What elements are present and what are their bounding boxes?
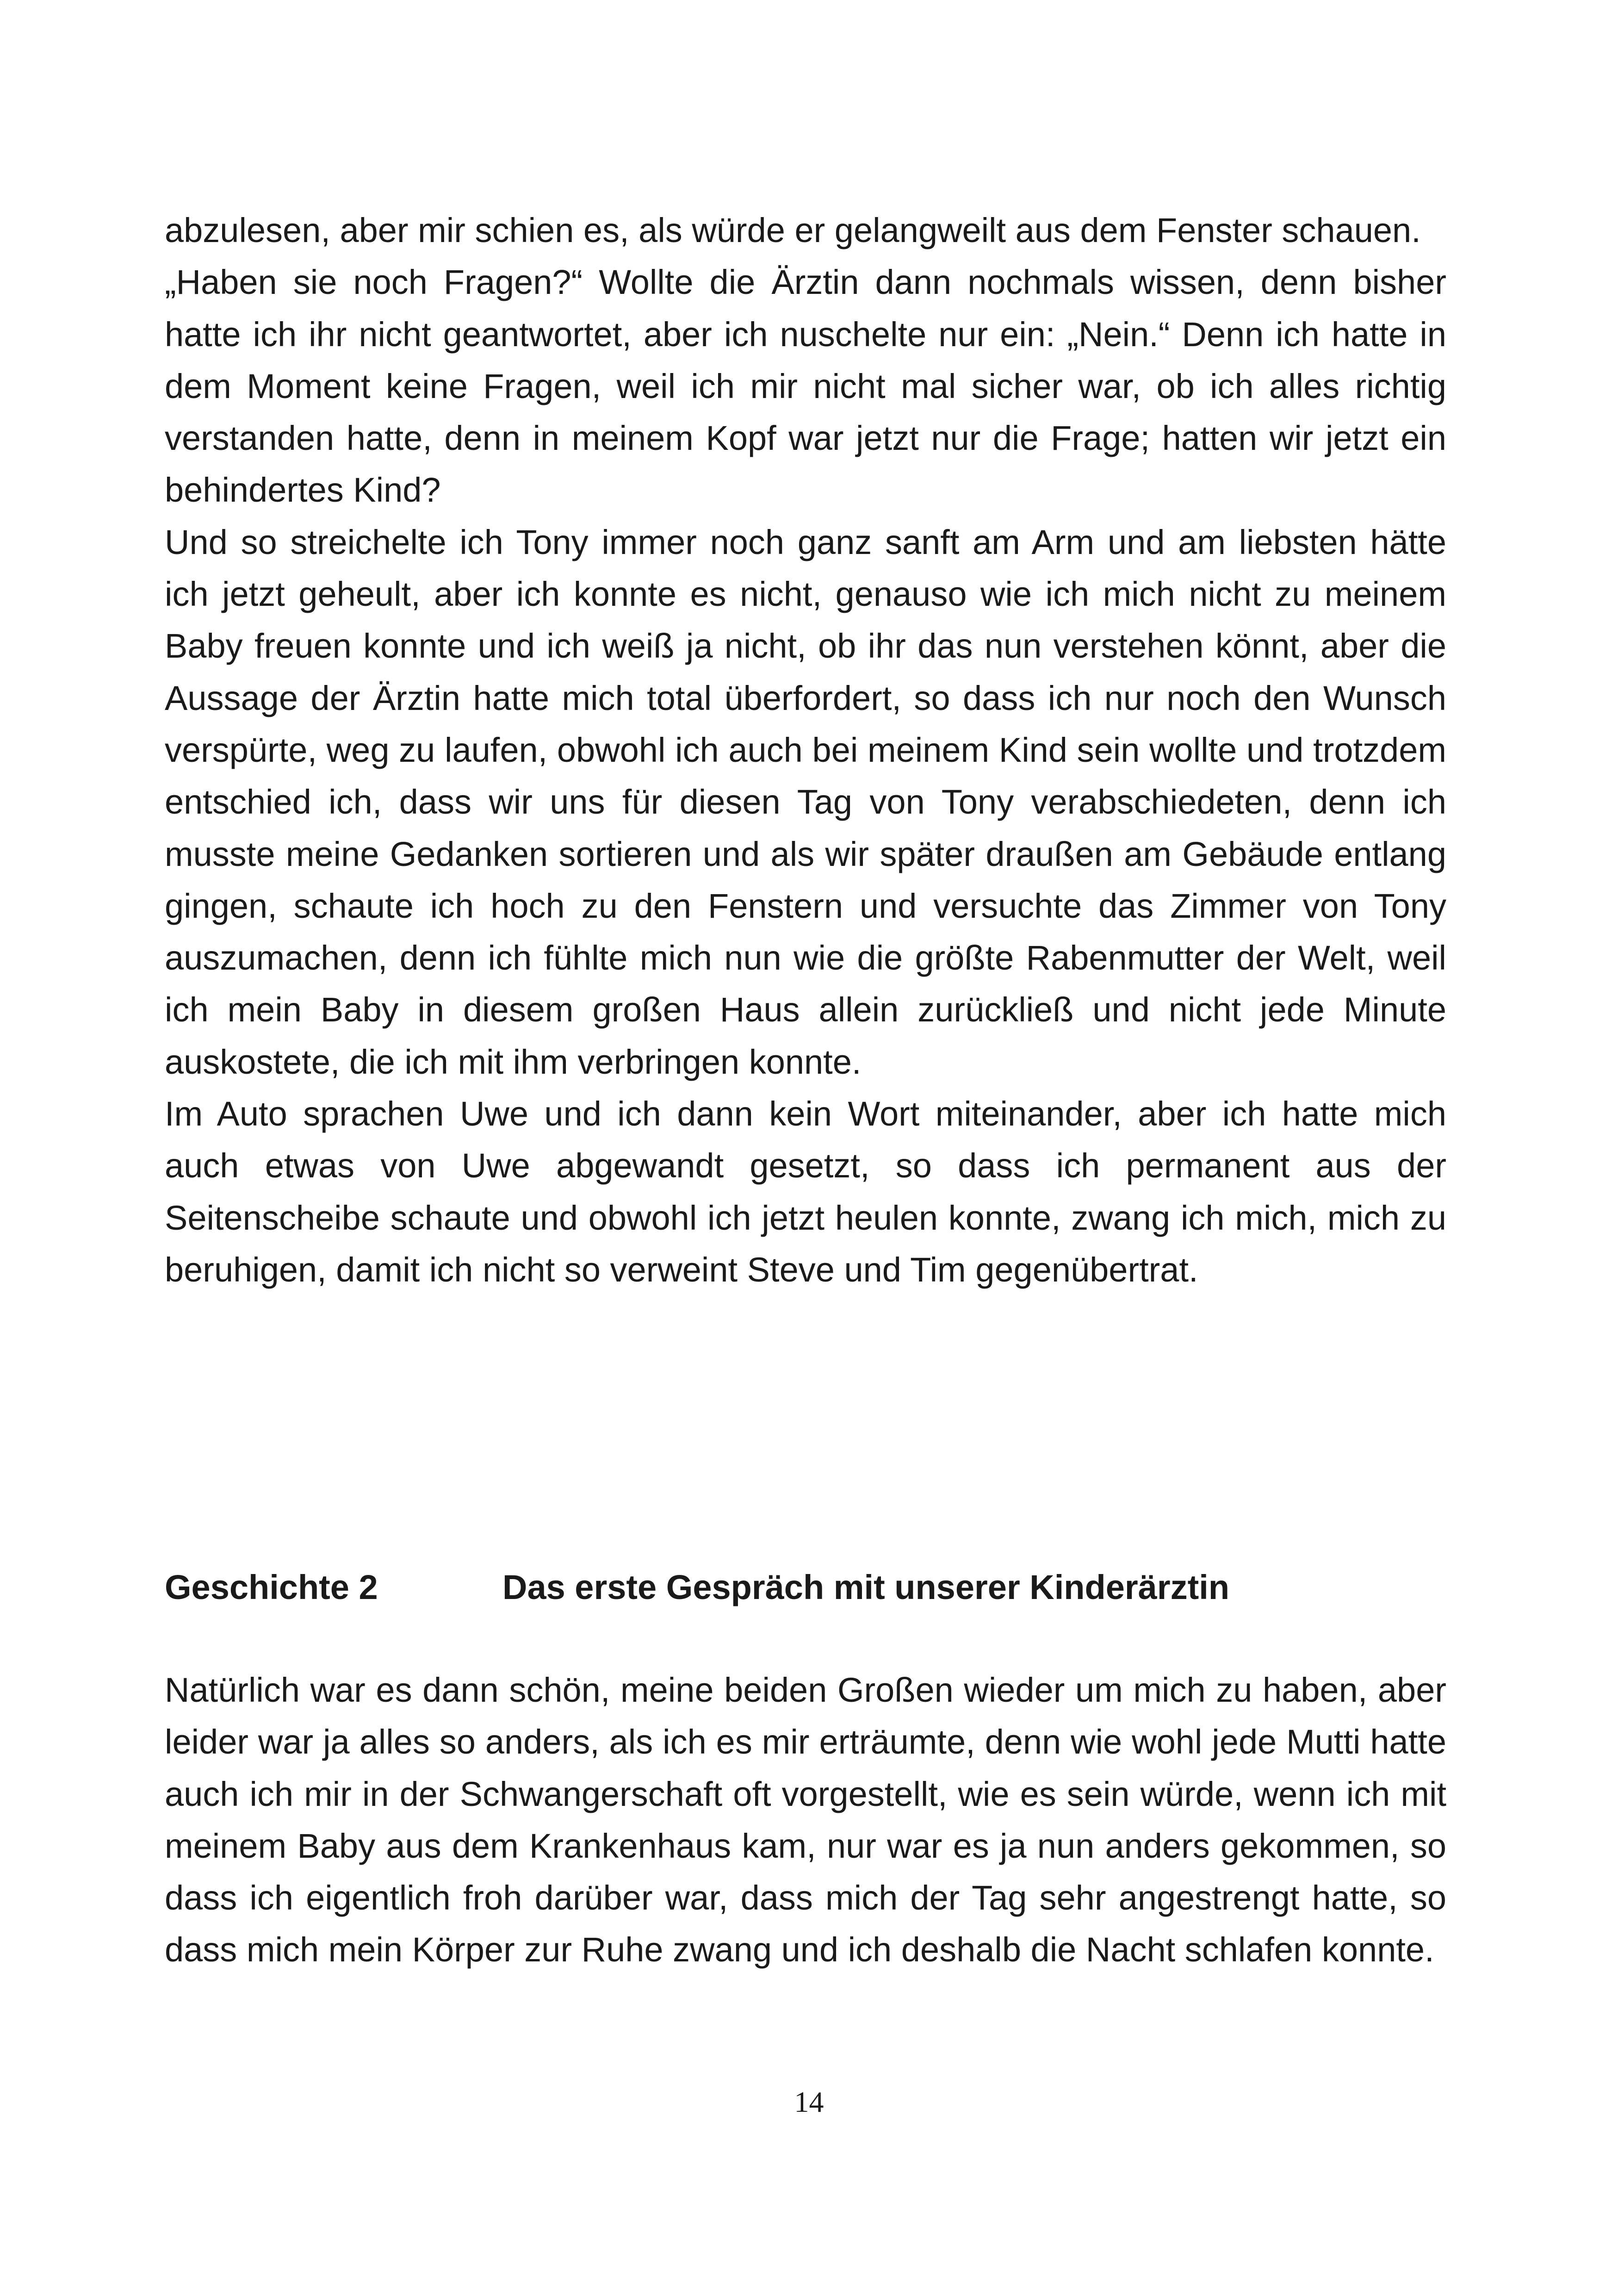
paragraph: Im Auto sprachen Uwe und ich dann kein Wort miteinander, aber ich hatte mich auch etwas von Uwe abgewandt gesetzt, so dass ich permanent aus der Seitenscheibe schaute und obwohl ich jetzt heulen konnte, zwang ich mich, mich zu beruhigen, damit ich nicht so verweint Steve und Tim gegenübertrat. xyxy=(165,1095,1446,1289)
paragraph: abzulesen, aber mir schien es, als würde er gelangweilt aus dem Fenster schauen. xyxy=(165,211,1421,249)
body-text-bottom xyxy=(165,1664,1446,1976)
page-number: 14 xyxy=(794,2085,824,2118)
paragraph: Natürlich war es dann schön, meine beiden Großen wieder um mich zu haben, aber leider war ja alles so anders, als ich es mir erträumte, denn wie wohl jede Mutti hatte auch ich mir in der Schwangerschaft oft vorgestellt, wie es sein würde, wenn ich mit meinem Baby aus dem Krankenhaus kam, nur war es ja nun anders gekommen, so dass ich eigentlich froh darüber war, dass mich der Tag sehr angestrengt hatte, so dass mich mein Körper zur Ruhe zwang und ich deshalb die Nacht schlafen konnte. xyxy=(165,1671,1446,1969)
body-text-top xyxy=(165,205,1446,1296)
chapter-number: Geschichte 2 xyxy=(165,1568,378,1606)
paragraph: Und so streichelte ich Tony immer noch ganz sanft am Arm und am liebsten hätte ich jetzt geheult, aber ich konnte es nicht, genauso wie ich mich nicht zu meinem Baby freuen konnte und ich weiß ja nicht, ob ihr das nun verstehen könnt, aber die Aussage der Ärztin hatte mich total überfordert, so dass ich nur noch den Wunsch verspürte, weg zu laufen, obwohl ich auch bei meinem Kind sein wollte und trotzdem entschied ich, dass wir uns für diesen Tag von Tony verabschiedeten, denn ich musste meine Gedanken sortieren und als wir später draußen am Gebäude entlang gingen, schaute ich hoch zu den Fenstern und versuchte das Zimmer von Tony auszumachen, denn ich fühlte mich nun wie die größte Rabenmutter der Welt, weil ich mein Baby in diesem großen Haus allein zurückließ und nicht jede Minute auskostete, die ich mit ihm verbringen konnte. xyxy=(165,523,1446,1081)
chapter-heading xyxy=(165,1560,1446,1615)
paragraph: „Haben sie noch Fragen?“ Wollte die Ärztin dann nochmals wissen, denn bisher hatte ich ihr nicht geantwortet, aber ich nuschelte nur ein: „Nein.“ Denn ich hatte in dem Moment keine Fragen, weil ich mir nicht mal sicher war, ob ich alles richtig verstanden hatte, denn in meinem Kopf war jetzt nur die Frage; hatten wir jetzt ein behindertes Kind? xyxy=(165,263,1446,510)
chapter-title: Das erste Gespräch mit unserer Kinderärztin xyxy=(502,1568,1230,1606)
